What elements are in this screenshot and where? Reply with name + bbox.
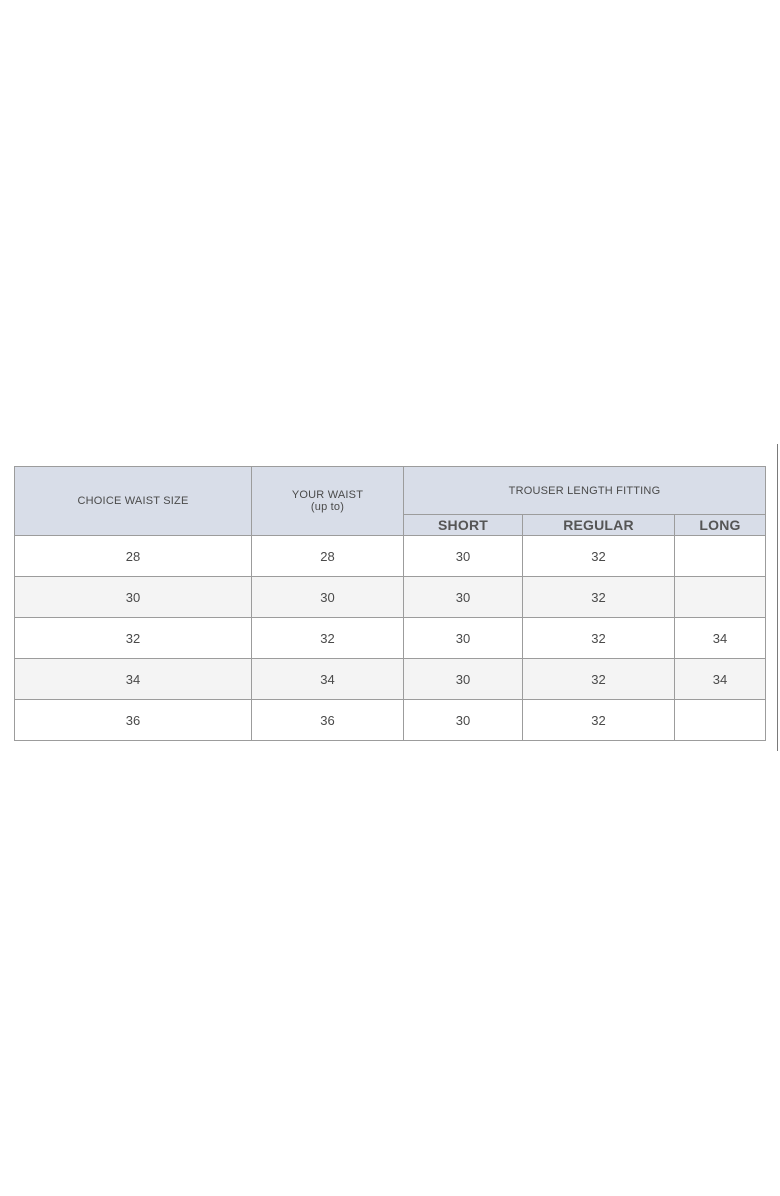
cell-short: 30 <box>404 618 523 659</box>
cell-regular: 32 <box>523 700 675 741</box>
header-long: LONG <box>675 515 766 536</box>
cell-choice-waist: 28 <box>15 536 252 577</box>
cell-long: 34 <box>675 618 766 659</box>
cell-regular: 32 <box>523 618 675 659</box>
header-choice-waist-size: CHOICE WAIST SIZE <box>15 467 252 536</box>
cell-short: 30 <box>404 536 523 577</box>
cell-long <box>675 577 766 618</box>
cell-choice-waist: 34 <box>15 659 252 700</box>
table-row <box>15 618 766 659</box>
table-row <box>15 700 766 741</box>
cell-your-waist: 28 <box>252 536 404 577</box>
cell-your-waist: 36 <box>252 700 404 741</box>
cell-short: 30 <box>404 577 523 618</box>
table-row <box>15 536 766 577</box>
cell-long <box>675 536 766 577</box>
cell-long: 34 <box>675 659 766 700</box>
header-short: SHORT <box>404 515 523 536</box>
table-body <box>15 536 766 741</box>
cell-choice-waist: 32 <box>15 618 252 659</box>
header-your-waist <box>252 467 404 536</box>
header-regular: REGULAR <box>523 515 675 536</box>
cell-regular: 32 <box>523 659 675 700</box>
cell-your-waist: 34 <box>252 659 404 700</box>
table-row <box>15 659 766 700</box>
cell-your-waist: 32 <box>252 618 404 659</box>
cell-your-waist: 30 <box>252 577 404 618</box>
cell-choice-waist: 36 <box>15 700 252 741</box>
cell-regular: 32 <box>523 577 675 618</box>
header-trouser-length-fitting: TROUSER LENGTH FITTING <box>404 467 766 515</box>
header-your-waist-sub: (up to) <box>310 501 345 513</box>
cell-short: 30 <box>404 659 523 700</box>
table-row <box>15 577 766 618</box>
header-row-top <box>15 467 766 515</box>
cell-long <box>675 700 766 741</box>
cell-choice-waist: 30 <box>15 577 252 618</box>
cell-regular: 32 <box>523 536 675 577</box>
cell-short: 30 <box>404 700 523 741</box>
table-header <box>15 467 766 536</box>
header-your-waist-label: YOUR WAIST <box>291 489 364 501</box>
right-edge-divider <box>777 444 778 751</box>
size-chart-table <box>14 466 766 741</box>
